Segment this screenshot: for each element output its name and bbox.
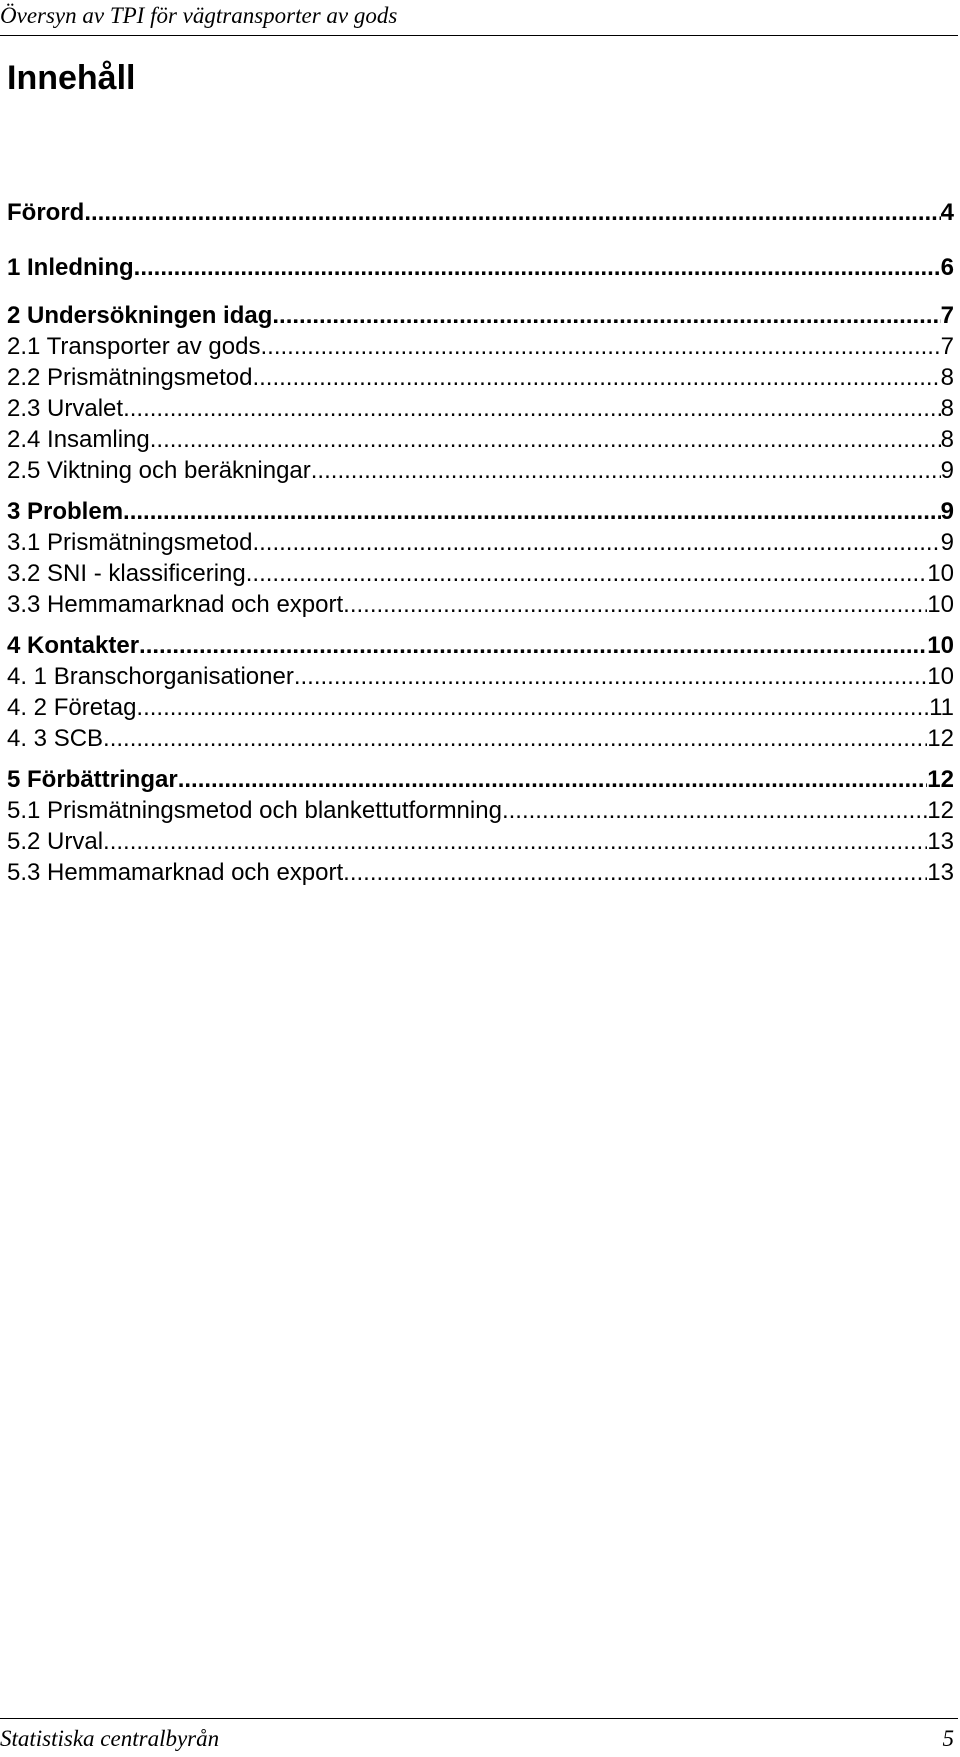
toc-dot-leader bbox=[272, 300, 940, 331]
toc-entry-label: 1 Inledning bbox=[7, 254, 134, 281]
toc-entry-label: 3.2 SNI - klassificering bbox=[7, 560, 246, 587]
toc-page-number: 7 bbox=[940, 333, 954, 360]
toc-chapter-entry[interactable] bbox=[7, 300, 954, 331]
toc-page-number: 11 bbox=[929, 694, 954, 721]
toc-page-number: 7 bbox=[940, 302, 954, 329]
toc-page-number: 13 bbox=[927, 859, 954, 886]
toc-section-entry[interactable] bbox=[7, 362, 954, 393]
toc-entry-label: Förord bbox=[7, 199, 85, 226]
toc-page-number: 10 bbox=[927, 632, 954, 659]
toc-page-number: 12 bbox=[927, 725, 954, 752]
document-title: Översyn av TPI för vägtransporter av gods bbox=[0, 3, 398, 28]
toc-section-entry[interactable] bbox=[7, 661, 954, 692]
toc-entry-label: 5.1 Prismätningsmetod och blankettutformning bbox=[7, 797, 502, 824]
toc-dot-leader bbox=[343, 589, 927, 620]
toc-group bbox=[7, 630, 954, 754]
toc-entry-label: 3.3 Hemmamarknad och export bbox=[7, 591, 344, 618]
toc-page-number: 10 bbox=[927, 560, 954, 587]
toc-dot-leader bbox=[343, 857, 927, 888]
toc-entry-label: 5 Förbättringar bbox=[7, 766, 178, 793]
toc-dot-leader bbox=[139, 630, 927, 661]
toc-chapter-entry[interactable] bbox=[7, 630, 954, 661]
toc-section-entry[interactable] bbox=[7, 857, 954, 888]
toc-entry-label: 2.1 Transporter av gods bbox=[7, 333, 261, 360]
toc-group bbox=[7, 496, 954, 620]
toc-group bbox=[7, 300, 954, 486]
toc-section-entry[interactable] bbox=[7, 692, 954, 723]
toc-page-number: 6 bbox=[940, 254, 954, 281]
toc-dot-leader bbox=[103, 826, 927, 857]
toc-section-entry[interactable] bbox=[7, 527, 954, 558]
toc-dot-leader bbox=[134, 245, 941, 290]
toc-entry-label: 3 Problem bbox=[7, 498, 124, 525]
toc-dot-leader bbox=[252, 362, 940, 393]
toc-page-number: 12 bbox=[927, 766, 954, 793]
toc-page-number: 10 bbox=[927, 591, 954, 618]
toc-page-number: 8 bbox=[940, 395, 954, 422]
toc-page-number: 13 bbox=[927, 828, 954, 855]
toc-page-number: 9 bbox=[940, 529, 954, 556]
footer-page-number: 5 bbox=[942, 1726, 954, 1751]
toc-group bbox=[7, 764, 954, 888]
footer-publisher: Statistiska centralbyrån bbox=[0, 1726, 220, 1751]
toc-dot-leader bbox=[260, 331, 940, 362]
toc-section-entry[interactable] bbox=[7, 331, 954, 362]
toc-chapter-entry[interactable] bbox=[7, 764, 954, 795]
toc-section-entry[interactable] bbox=[7, 795, 954, 826]
toc-chapter-entry[interactable] bbox=[7, 245, 954, 290]
toc-chapter-entry[interactable] bbox=[7, 496, 954, 527]
toc-section-entry[interactable] bbox=[7, 589, 954, 620]
toc-dot-leader bbox=[502, 795, 927, 826]
toc-section-entry[interactable] bbox=[7, 424, 954, 455]
toc-heading: Innehåll bbox=[7, 59, 136, 97]
toc-page-number: 12 bbox=[927, 797, 954, 824]
toc-dot-leader bbox=[84, 190, 940, 235]
running-footer bbox=[0, 1718, 958, 1757]
toc-entry-label: 5.2 Urval bbox=[7, 828, 104, 855]
toc-section-entry[interactable] bbox=[7, 826, 954, 857]
toc-page-number: 9 bbox=[940, 498, 954, 525]
toc-chapter-entry[interactable] bbox=[7, 190, 954, 235]
toc-page-number: 10 bbox=[927, 663, 954, 690]
toc-entry-label: 2.2 Prismätningsmetod bbox=[7, 364, 253, 391]
toc-dot-leader bbox=[178, 764, 928, 795]
toc-section-entry[interactable] bbox=[7, 393, 954, 424]
table-of-contents bbox=[7, 190, 954, 888]
toc-dot-leader bbox=[311, 455, 941, 486]
toc-entry-label: 2.5 Viktning och beräkningar bbox=[7, 457, 311, 484]
toc-dot-leader bbox=[103, 723, 927, 754]
toc-dot-leader bbox=[246, 558, 928, 589]
running-header bbox=[0, 0, 958, 36]
toc-group bbox=[7, 190, 954, 235]
toc-dot-leader bbox=[123, 496, 941, 527]
toc-entry-label: 4. 1 Branschorganisationer bbox=[7, 663, 294, 690]
toc-section-entry[interactable] bbox=[7, 455, 954, 486]
toc-entry-label: 4. 2 Företag bbox=[7, 694, 137, 721]
toc-group bbox=[7, 245, 954, 290]
toc-section-entry[interactable] bbox=[7, 558, 954, 589]
toc-entry-label: 2 Undersökningen idag bbox=[7, 302, 273, 329]
toc-entry-label: 5.3 Hemmamarknad och export bbox=[7, 859, 344, 886]
toc-entry-label: 4. 3 SCB bbox=[7, 725, 104, 752]
toc-entry-label: 2.4 Insamling bbox=[7, 426, 150, 453]
toc-dot-leader bbox=[136, 692, 929, 723]
toc-entry-label: 2.3 Urvalet bbox=[7, 395, 124, 422]
toc-page-number: 9 bbox=[940, 457, 954, 484]
toc-dot-leader bbox=[123, 393, 941, 424]
toc-dot-leader bbox=[252, 527, 940, 558]
toc-dot-leader bbox=[150, 424, 941, 455]
toc-dot-leader bbox=[294, 661, 927, 692]
toc-page-number: 4 bbox=[940, 199, 954, 226]
toc-entry-label: 3.1 Prismätningsmetod bbox=[7, 529, 253, 556]
toc-section-entry[interactable] bbox=[7, 723, 954, 754]
toc-page-number: 8 bbox=[940, 426, 954, 453]
toc-page-number: 8 bbox=[940, 364, 954, 391]
toc-entry-label: 4 Kontakter bbox=[7, 632, 140, 659]
